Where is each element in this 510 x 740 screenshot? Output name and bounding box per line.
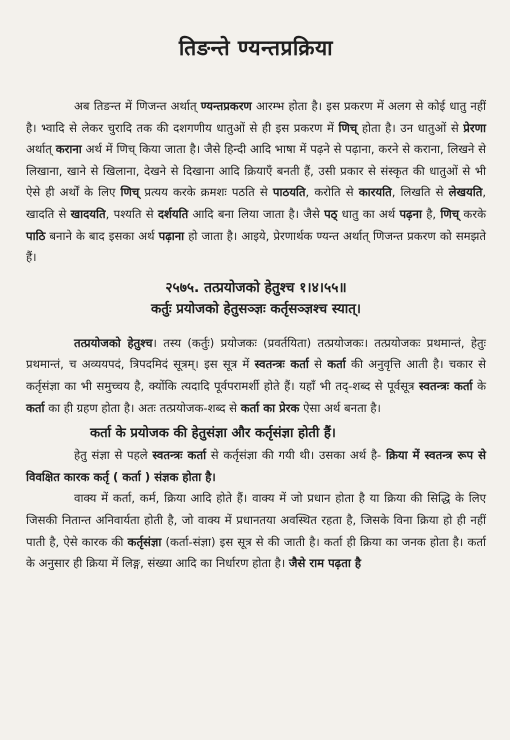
bold-term: स्वतन्त्रः कर्ता xyxy=(254,357,309,372)
bold-term: प्रेरणा xyxy=(463,120,486,135)
karta-paragraph xyxy=(26,488,486,574)
text-run: बनाने के बाद इसका अर्थ xyxy=(45,228,159,243)
bold-term: कर्ता xyxy=(327,357,346,372)
text-run: अर्थ में णिच् किया जाता है। जैसे हिन्दी आदि भाषा में पढ़ने से पढ़ाना, करने से कराना, लिखने से लिखाना, खाने से खिलाना, देखने से दिखाना आदि क्रियाएँ बनती हैं, उसी प्रकार से संस्कृत की धातुओं से भी ऐसे ही अर्थों के लिए xyxy=(26,142,486,200)
sutra-heading: २५७५. तत्प्रयोजको हेतुश्च १।४।५५॥ xyxy=(165,279,347,296)
bold-term: पढ़ाना xyxy=(158,228,185,243)
text-run: । तस्य (कर्तुः) प्रयोजकः (प्रवर्तयिता) तत्प्रयोजकः। तत्प्रयोजकः प्रथमान्तं, हेतुः प्रथमान्तं, च अव्ययपदं, त्रिपदमिदं सूत्रम्। इस सूत्र में xyxy=(26,335,486,372)
text-run: आरम्भ होता है। इस प्रकरण में अलग से कोई धातु नहीं है। भ्वादि से लेकर चुरादि तक की दशगणीय धातुओं से ही इस प्रकरण में xyxy=(26,99,486,135)
text-run: , लिखति से xyxy=(391,185,449,200)
text-run: ऐसा अर्थ बनता है। xyxy=(299,400,381,415)
bold-term: लेखयति xyxy=(448,185,483,200)
text-run: प्रत्यय करके क्रमशः पठति से xyxy=(139,185,273,200)
bold-term: पाठयति xyxy=(272,185,306,200)
hetu-paragraph xyxy=(26,445,486,488)
bold-term: स्वतन्त्रः कर्ता xyxy=(419,378,473,393)
bold-term: खादयति xyxy=(70,206,106,221)
text-run: होता है। उन धातुओं से xyxy=(357,120,464,135)
page-title: तिङन्ते ण्यन्तप्रक्रिया xyxy=(178,36,334,60)
text-run: (कर्ता-संज्ञा) इस सूत्र से की जाती है। कर्ता ही क्रिया का जनक होता है। कर्ता के अनुसार ही क्रिया में लिङ्ग, संख्या आदि का निर्धारण होता है। xyxy=(26,534,486,571)
bold-term: णिच् xyxy=(440,206,460,221)
intro-paragraph xyxy=(26,96,486,269)
bold-term: कर्तृसंज्ञा xyxy=(127,534,162,549)
text-run: वाक्य में कर्ता, कर्म, क्रिया आदि होते हैं। वाक्य में जो प्रधान होता है या क्रिया की सिद्धि के लिए जिसकी नितान्त अनिवार्यता होती है, जो वाक्य में प्रधानतया अवस्थित रहता है, जिसके विना क्रिया हो ही नहीं पाती है, ऐसे कारक की xyxy=(26,491,486,549)
bold-term: ण्यन्तप्रकरण xyxy=(200,99,252,113)
bold-term: पाठि xyxy=(26,228,46,243)
text-run: हो जाता है। आइये, प्रेरणार्थक ण्यन्त अर्थात् णिजन्त प्रकरण को समझते हैं। xyxy=(26,228,486,265)
text-run: , करोति से xyxy=(305,185,359,200)
text-run: है, xyxy=(422,206,441,221)
text-run: की अनुवृत्ति आती है। चकार से कर्तृसंज्ञा का भी समुच्चय है, क्योंकि त्यदादि पूर्वपरामर्शी होते हैं। यहाँ भी तद्-शब्द से पूर्वसूत्र xyxy=(26,357,486,393)
text-run: से कर्तृसंज्ञा की गयी थी। उसका अर्थ है- xyxy=(206,448,386,463)
text-run: , पश्यति से xyxy=(105,206,158,221)
bold-term: णिच् xyxy=(120,185,140,200)
bold-term: जैसे राम पढ़ता है xyxy=(288,556,362,571)
bold-term: पढ़ना xyxy=(399,206,422,221)
text-run: से xyxy=(308,357,328,372)
bold-term: पठ् xyxy=(324,206,338,221)
bold-term: णिच् xyxy=(338,120,358,135)
vritti-text: कर्तुः प्रयोजको हेतुसञ्ज्ञः कर्तृसञ्ज्ञश्च स्यात्। xyxy=(151,301,361,317)
section-heading: कर्ता के प्रयोजक की हेतुसंज्ञा और कर्तृसंज्ञा होती हैं। xyxy=(90,426,336,442)
bold-term: तत्प्रयोजको हेतुश्च xyxy=(74,335,153,350)
text-run: धातु का अर्थ xyxy=(337,206,400,221)
text-run: के xyxy=(472,378,486,393)
text-run: , खादति से xyxy=(26,185,486,221)
bold-term: कराना xyxy=(55,142,82,157)
bold-term: दर्शयति xyxy=(157,206,189,221)
text-run: का ही ग्रहण होता है। अतः तत्प्रयोजक-शब्द से xyxy=(44,400,241,415)
bold-term: कारयति xyxy=(358,185,392,200)
commentary-paragraph xyxy=(26,333,486,419)
text-run: हेतु संज्ञा से पहले xyxy=(74,448,153,463)
text-run: अर्थात् xyxy=(26,142,56,157)
text-run: आदि बना लिया जाता है। जैसे xyxy=(188,206,325,221)
bold-term: स्वतन्त्रः कर्ता xyxy=(152,448,207,463)
bold-term: कर्ता xyxy=(26,400,45,415)
text-run: अब तिङन्त में णिजन्त अर्थात् xyxy=(74,99,201,113)
bold-term: क्रिया में स्वतन्त्र रूप से विवक्षित कारक कर्तृ ( कर्ता ) संज्ञक होता है। xyxy=(26,448,486,484)
text-run: करके xyxy=(459,206,486,221)
bold-term: कर्ता का प्रेरक xyxy=(240,400,300,415)
